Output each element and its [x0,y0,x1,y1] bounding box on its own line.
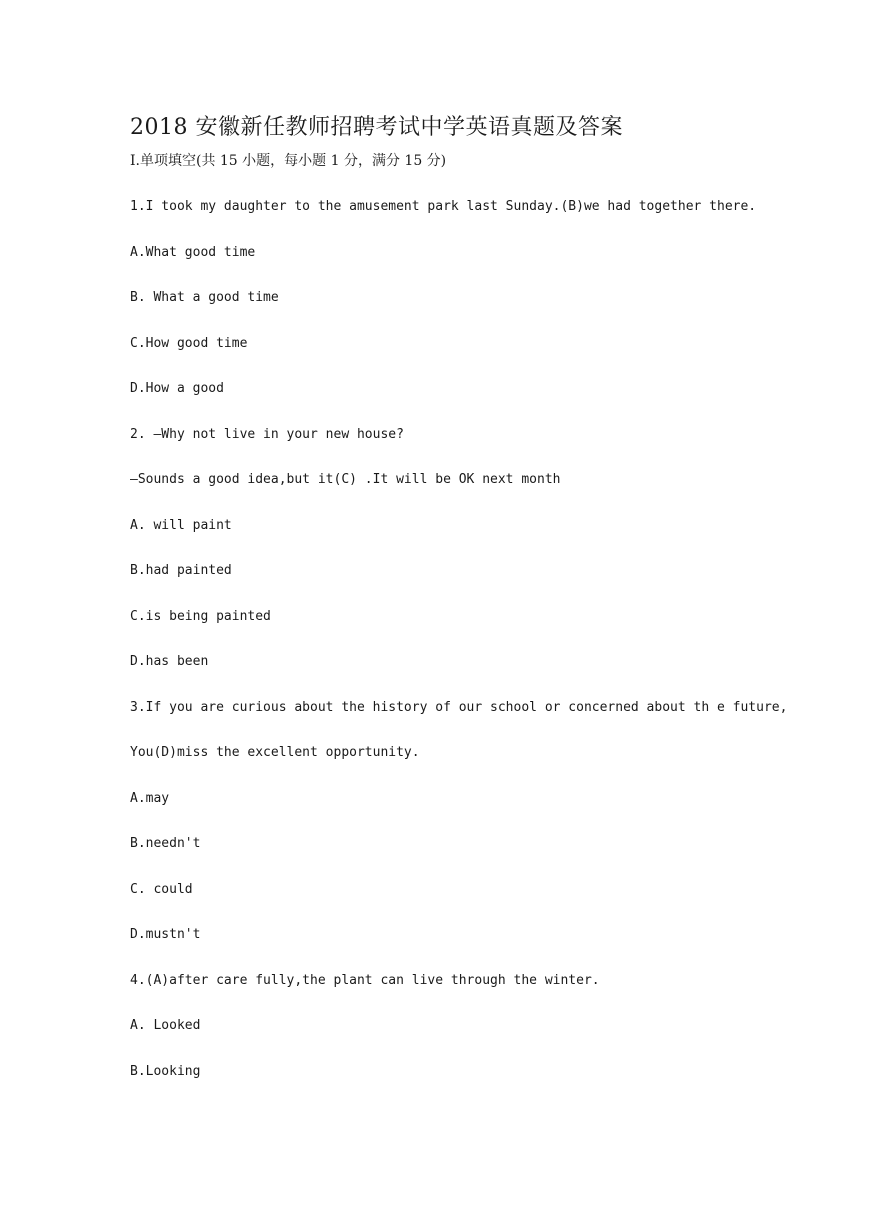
question-1-stem: 1.I took my daughter to the amusement park last Sunday.(B)we had together there. [130,199,757,214]
question-3-option-b: B.needn't [130,836,201,851]
question-1-option-c: C.How good time [130,336,248,351]
question-1-option-b: B. What a good time [130,290,279,305]
question-4-option-a: A. Looked [130,1018,201,1033]
question-4-option-b: B.Looking [130,1064,201,1079]
question-3-stem: 3.If you are curious about the history of our school or concerned about th e future, [130,700,788,715]
question-2-option-c: C.is being painted [130,609,271,624]
question-3-stem-continued: You(D)miss the excellent opportunity. [130,745,420,760]
question-3-option-d: D.mustn't [130,927,201,942]
question-2-option-a: A. will paint [130,518,232,533]
question-2-stem: 2. —Why not live in your new house? [130,427,404,442]
section-heading: Ⅰ.单项填空(共 15 小题，每小题 1 分，满分 15 分) [130,153,447,169]
question-1-option-a: A.What good time [130,245,256,260]
question-2-option-b: B.had painted [130,563,232,578]
question-2-option-d: D.has been [130,654,209,669]
document-title: 2018 安徽新任教师招聘考试中学英语真题及答案 [130,115,623,140]
question-3-option-c: C. could [130,882,193,897]
question-3-option-a: A.may [130,791,170,806]
question-4-stem: 4.(A)after care fully,the plant can live through the winter. [130,973,600,988]
question-2-reply: —Sounds a good idea,but it(C) .It will be OK next month [130,472,561,487]
question-1-option-d: D.How a good [130,381,224,396]
